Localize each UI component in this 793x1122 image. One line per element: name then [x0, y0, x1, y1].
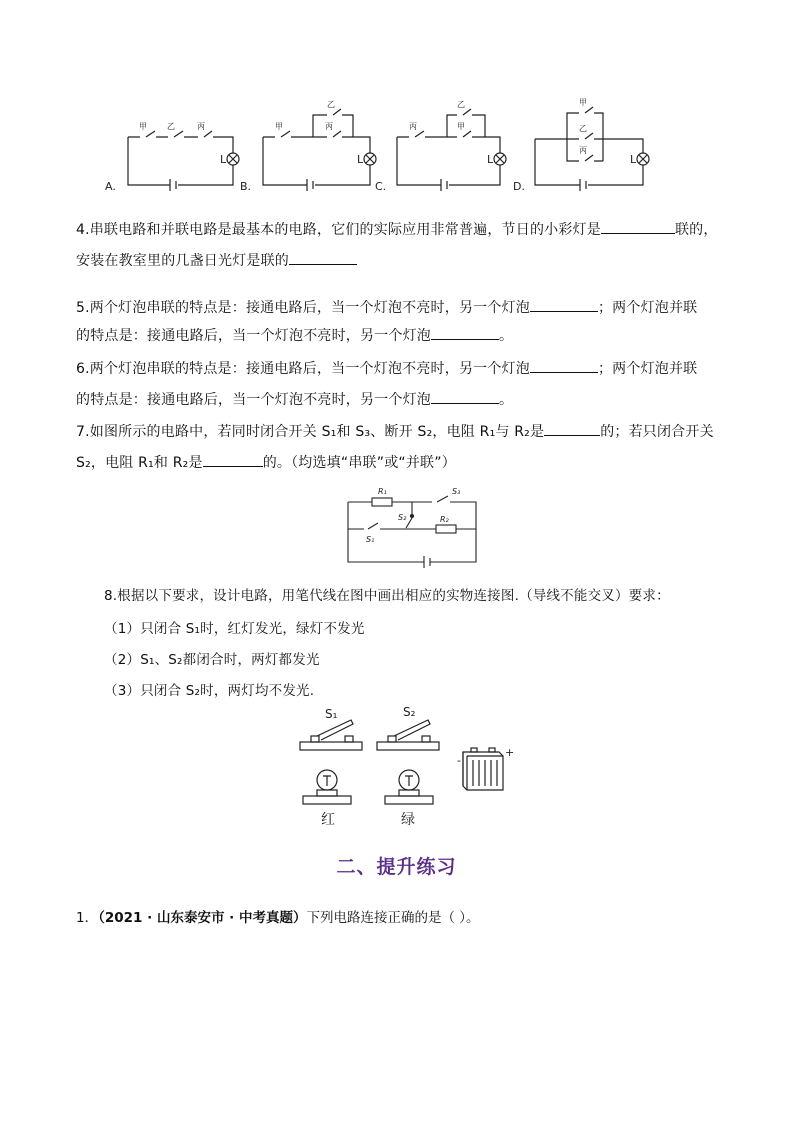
lamp-label: L [630, 153, 637, 166]
red-lamp-icon [303, 770, 351, 804]
question-number: 1． [76, 910, 99, 926]
switch-label-bing: 丙 [409, 122, 417, 131]
section-title: 二、提升练习 [336, 856, 457, 878]
label-s2: S₂ [398, 513, 407, 522]
q8-components-diagram [295, 704, 525, 834]
q8-req1: （1）只闭合 S₁时，红灯发光，绿灯不发光 [104, 621, 365, 637]
answer-blank[interactable] [289, 250, 357, 265]
switch-label-yi: 乙 [579, 124, 587, 133]
switch-label-yi: 乙 [327, 100, 335, 109]
answer-blank[interactable] [431, 325, 499, 340]
question-source: （2021 · 山东泰安市 · 中考真题） [98, 910, 307, 926]
q5-line1: 5.两个灯泡串联的特点是：接通电路后，当一个灯泡不亮时，另一个灯泡 ；两个灯泡并联 [76, 297, 697, 318]
option-a: A. [105, 180, 116, 193]
q8-line1: 8.根据以下要求，设计电路，用笔代线在图中画出相应的实物连接图.（导线不能交叉）要求： [104, 588, 670, 604]
switch-label-bing: 丙 [579, 146, 587, 155]
option-d: D. [513, 180, 525, 193]
switch-label-jia: 甲 [457, 122, 465, 131]
lamp-label: L [487, 153, 494, 166]
label-s2: S₂ [403, 705, 416, 719]
answer-blank[interactable] [530, 358, 598, 373]
battery-minus-label: - [457, 754, 461, 767]
label-r2: R₂ [440, 515, 449, 524]
q7-circuit-diagram [340, 480, 490, 572]
switch-s1-icon [300, 720, 362, 750]
switch-label-jia: 甲 [139, 122, 147, 131]
label-s1: S₁ [325, 707, 338, 721]
label-green: 绿 [401, 812, 415, 828]
lamp-label: L [357, 153, 364, 166]
q4-line1: 4.串联电路和并联电路是最基本的电路，它们的实际应用非常普遍，节日的小彩灯是 联的， [76, 219, 718, 240]
switch-label-jia: 甲 [579, 98, 587, 107]
circuit-d [535, 107, 649, 191]
answer-blank[interactable] [431, 389, 499, 404]
q8-req3: （3）只闭合 S₂时，两灯均不发光. [104, 683, 315, 699]
q6-line1: 6.两个灯泡串联的特点是：接通电路后，当一个灯泡不亮时，另一个灯泡 ；两个灯泡并联 [76, 358, 697, 379]
label-s1: S₁ [366, 535, 375, 544]
q4-line2: 安装在教室里的几盏日光灯是联的 [76, 250, 357, 271]
q7-line1: 7.如图所示的电路中，若同时闭合开关 S₁和 S₃、断开 S₂，电阻 R₁与 R₂是 的；若只闭合开关 [76, 421, 714, 442]
green-lamp-icon [385, 770, 433, 804]
next-question [76, 906, 480, 926]
label-red: 红 [321, 812, 335, 828]
answer-blank[interactable] [601, 219, 675, 234]
switch-label-bing: 丙 [197, 122, 205, 131]
switch-label-bing: 丙 [325, 122, 333, 131]
switch-label-yi: 乙 [167, 122, 175, 131]
question-text: 下列电路连接正确的是（ ）。 [306, 910, 480, 926]
battery-icon [463, 748, 503, 790]
option-c: C. [375, 180, 387, 193]
label-s3: S₃ [452, 487, 461, 496]
answer-blank[interactable] [544, 421, 600, 436]
q7-line2: S₂，电阻 R₁和 R₂是 的。（均选填“串联”或“并联”） [76, 452, 456, 473]
label-r1: R₁ [378, 487, 387, 496]
answer-blank[interactable] [530, 297, 598, 312]
top-circuit-options [95, 95, 665, 200]
option-b: B. [240, 180, 252, 193]
q8-req2: （2）S₁、S₂都闭合时，两灯都发光 [104, 652, 320, 668]
q6-line2: 的特点是：接通电路后，当一个灯泡不亮时，另一个灯泡 。 [76, 389, 513, 410]
switch-label-jia: 甲 [275, 122, 283, 131]
lamp-label: L [220, 153, 227, 166]
battery-plus-label: + [505, 746, 515, 759]
switch-label-yi: 乙 [457, 100, 465, 109]
switch-s2-icon [377, 720, 439, 750]
answer-blank[interactable] [203, 452, 263, 467]
q5-line2: 的特点是：接通电路后，当一个灯泡不亮时，另一个灯泡 。 [76, 325, 513, 346]
